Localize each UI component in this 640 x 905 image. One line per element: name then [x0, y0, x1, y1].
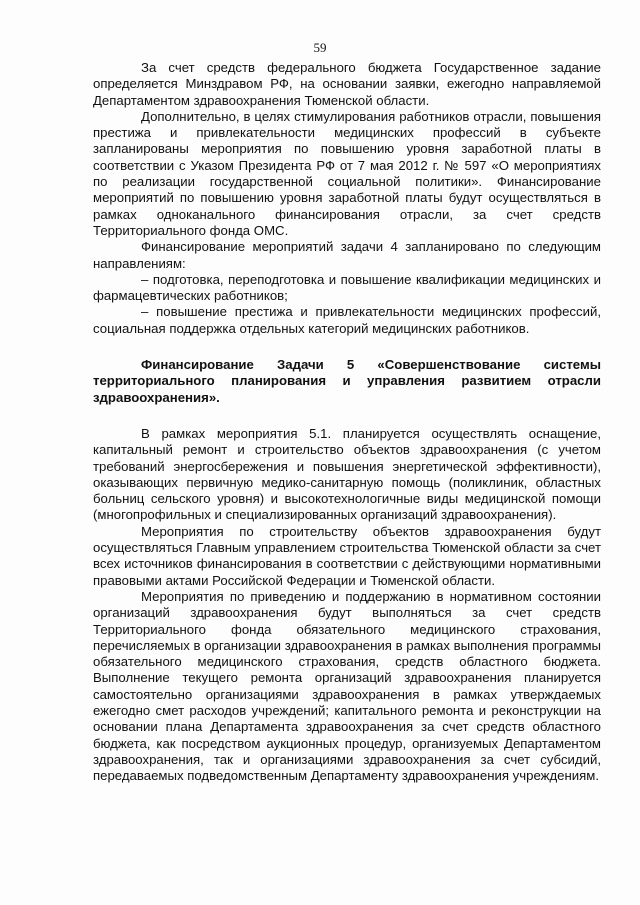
paragraph-construction: Мероприятия по строительству объектов здравоохранения будут осуществляться Главным управлением строительства Тюменской области за счет всех источников финансирования в соответствии с действующими нормативными правовыми актами Российской Федерации и Тюменской области.	[93, 523, 601, 588]
section-heading-task5: Финансирование Задачи 5 «Совершенствование системы территориального планирования и управления развитием отрасли здравоохранения».	[93, 357, 601, 405]
paragraph-measure-5-1: В рамках мероприятия 5.1. планируется осуществлять оснащение, капитальный ремонт и строительство объектов здравоохранения (с учетом требований энергосбережения и повышения энергетической эффективности), оказывающих первичную медико-санитарную помощь (поликлиник, областных больниц сельского уровня) и высокотехнологичные виды медицинской помощи (многопрофильных и специализированных организаций здравоохранения).	[93, 425, 601, 523]
page-number: 59	[313, 40, 327, 55]
list-item-training: – подготовка, переподготовка и повышение квалификации медицинских и фармацевтических работников;	[93, 271, 601, 304]
list-item-prestige: – повышение престижа и привлекательности медицинских профессий, социальная поддержка отдельных категорий медицинских работников.	[93, 304, 601, 336]
paragraph-maintenance: Мероприятия по приведению и поддержанию в нормативном состоянии организаций здравоохранения будут выполняться за счет средств Территориального фонда обязательного медицинского страхования, перечисляемых в организации здравоохранения в рамках выполнения программы обязательного медицинского страхования, средств областного бюджета. Выполнение текущего ремонта организаций здравоохранения планируется самостоятельно организациями здравоохранения в рамках утверждаемых ежегодно смет расходов учреждений; капитального ремонта и реконструкции на основании плана Департамента здравоохранения за счет средств областного бюджета, как посредством аукционных процедур, организуемых Департаментом здравоохранения, так и организациями здравоохранения за счет субсидий, передаваемых подведомственным Департаменту здравоохранения учреждениям.	[93, 588, 601, 784]
paragraph-salary-measures: Дополнительно, в целях стимулирования работников отрасли, повышения престижа и привлекательности медицинских профессий в субъекте запланированы мероприятия по повышению уровня заработной платы в соответствии с Указом Президента РФ от 7 мая 2012 г. № 597 «О мероприятиях по реализации государственной социальной политики». Финансирование мероприятий по повышению уровня заработной платы будут осуществляться в рамках одноканального финансирования отрасли, за счет средств Территориального фонда ОМС.	[93, 108, 601, 238]
document-body	[93, 60, 601, 784]
paragraph-federal-budget: За счет средств федерального бюджета Государственное задание определяется Минздравом РФ, на основании заявки, ежегодно направляемой Департаментом здравоохранения Тюменской области.	[93, 60, 601, 108]
paragraph-task4-directions: Финансирование мероприятий задачи 4 запланировано по следующим направлениям:	[93, 239, 601, 271]
